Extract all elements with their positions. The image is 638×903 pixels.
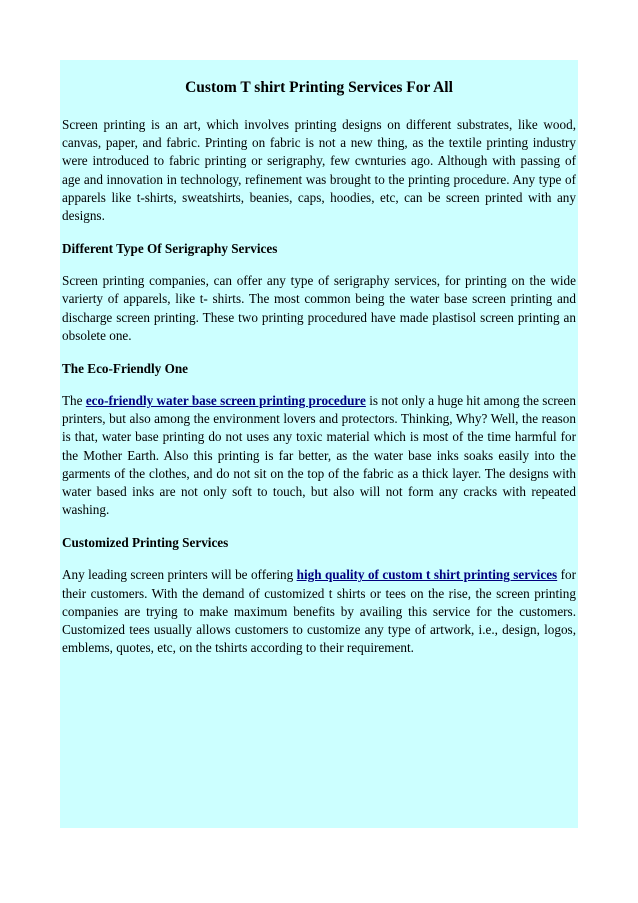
eco-text-before: The	[62, 393, 86, 409]
section-heading-customized: Customized Printing Services	[62, 535, 229, 551]
intro-paragraph: Screen printing is an art, which involves printing designs on different substrates, like wood, canvas, paper, and fabric. Printing on fabric is not a new thing, as the textile printing industry were introduced to fabric printing or serigraphy, few cwnturies ago. Although with passing of age and innovation in technology, refinement was brought to the printing procedure. Any type of apparels like t-shirts, sweatshirts, beanies, caps, hoodies, etc, can be screen printed with any designs.	[62, 117, 576, 224]
eco-text-after: is not only a huge hit among the screen printers, but also among the environment lovers and protectors. Thinking, Why? Well, the reason is that, water base printing do not uses any toxic material which is most of the time harmful for the Mother Earth. Also this printing is far better, as the water base inks soaks easily into the garments of the clothes, and do not sit on the top of the fabric as a thick layer. The designs with water based inks are not only soft to touch, but also will not form any cracks with repeated washing.	[62, 393, 576, 518]
section-paragraph-eco-friendly	[62, 392, 576, 519]
custom-text-after: for their customers. With the demand of customized t shirts or tees on the rise, the screen printing companies are trying to make maximum benefits by availing this service for the customers. Customized tees usually allows customers to customize any type of artwork, i.e., design, logos, emblems, quotes, etc, on the tshirts according to their requirement.	[62, 567, 576, 656]
section-paragraph-serigraphy: Screen printing companies, can offer any type of serigraphy services, for printing on the wide varierty of apparels, like t- shirts. The most common being the water base screen printing and discharge screen printing. These two printing procedured have made plastisol screen printing an obsolete one.	[62, 273, 576, 343]
section-heading-serigraphy: Different Type Of Serigraphy Services	[62, 241, 278, 257]
custom-tshirt-printing-link[interactable]: high quality of custom t shirt printing services	[296, 567, 558, 583]
document-page	[60, 60, 578, 828]
eco-friendly-link[interactable]: eco-friendly water base screen printing procedure	[85, 393, 366, 409]
document-title: Custom T shirt Printing Services For All	[185, 79, 453, 96]
custom-text-before: Any leading screen printers will be offering	[62, 567, 297, 583]
section-heading-eco-friendly: The Eco-Friendly One	[62, 361, 189, 377]
section-paragraph-customized	[62, 566, 576, 657]
